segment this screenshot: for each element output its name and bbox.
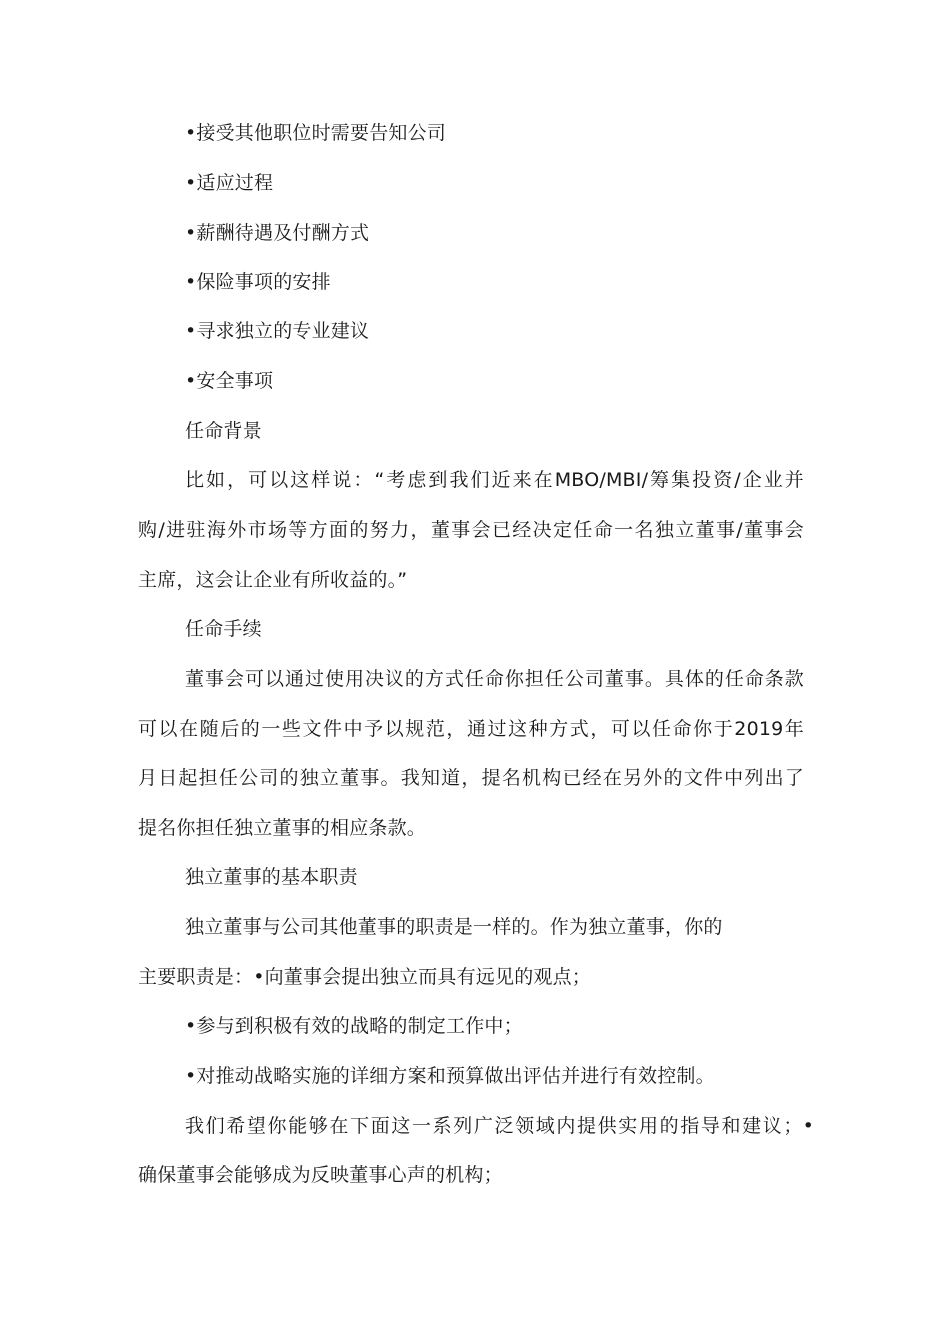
bullet-item-adaptation-process: •适应过程 (185, 172, 274, 194)
paragraph-line: 月日起担任公司的独立董事。我知道，提名机构已经在另外的文件中列出了 (138, 767, 804, 789)
section-heading-appointment-background: 任命背景 (185, 420, 262, 442)
paragraph-line: 董事会可以通过使用决议的方式任命你担任公司董事。具体的任命条款 (185, 668, 804, 690)
bullet-item-compensation: •薪酬待遇及付酬方式 (185, 222, 370, 244)
bullet-item-strategy: •参与到积极有效的战略的制定工作中； (185, 1015, 523, 1037)
bullet-item-insurance: •保险事项的安排 (185, 271, 331, 293)
paragraph-line: 可以在随后的一些文件中予以规范，通过这种方式，可以任命你于2019年 (138, 718, 804, 740)
section-heading-appointment-procedure: 任命手续 (185, 618, 262, 640)
section-heading-basic-duties: 独立董事的基本职责 (185, 866, 358, 888)
paragraph-line: 提名你担任独立董事的相应条款。 (138, 817, 427, 839)
bullet-item-professional-advice: •寻求独立的专业建议 (185, 320, 370, 342)
paragraph-line: 比如，可以这样说：“考虑到我们近来在MBO/MBI/筹集投资/企业并 (185, 469, 804, 491)
paragraph-line: 主要职责是：•向董事会提出独立而具有远见的观点； (138, 966, 592, 988)
bullet-item-notify-other-positions: •接受其他职位时需要告知公司 (185, 122, 447, 144)
paragraph-line: 确保董事会能够成为反映董事心声的机构； (138, 1164, 503, 1186)
paragraph-line: 主席，这会让企业有所收益的。” (138, 569, 408, 591)
paragraph-line: 独立董事与公司其他董事的职责是一样的。作为独立董事，你的 (185, 916, 723, 938)
bullet-item-evaluation: •对推动战略实施的详细方案和预算做出评估并进行有效控制。 (185, 1065, 715, 1087)
paragraph-line: 我们希望你能够在下面这一系列广泛领域内提供实用的指导和建议；• (185, 1115, 814, 1137)
paragraph-line: 购/进驻海外市场等方面的努力，董事会已经决定任命一名独立董事/董事会 (138, 519, 804, 541)
bullet-item-safety: •安全事项 (185, 370, 274, 392)
